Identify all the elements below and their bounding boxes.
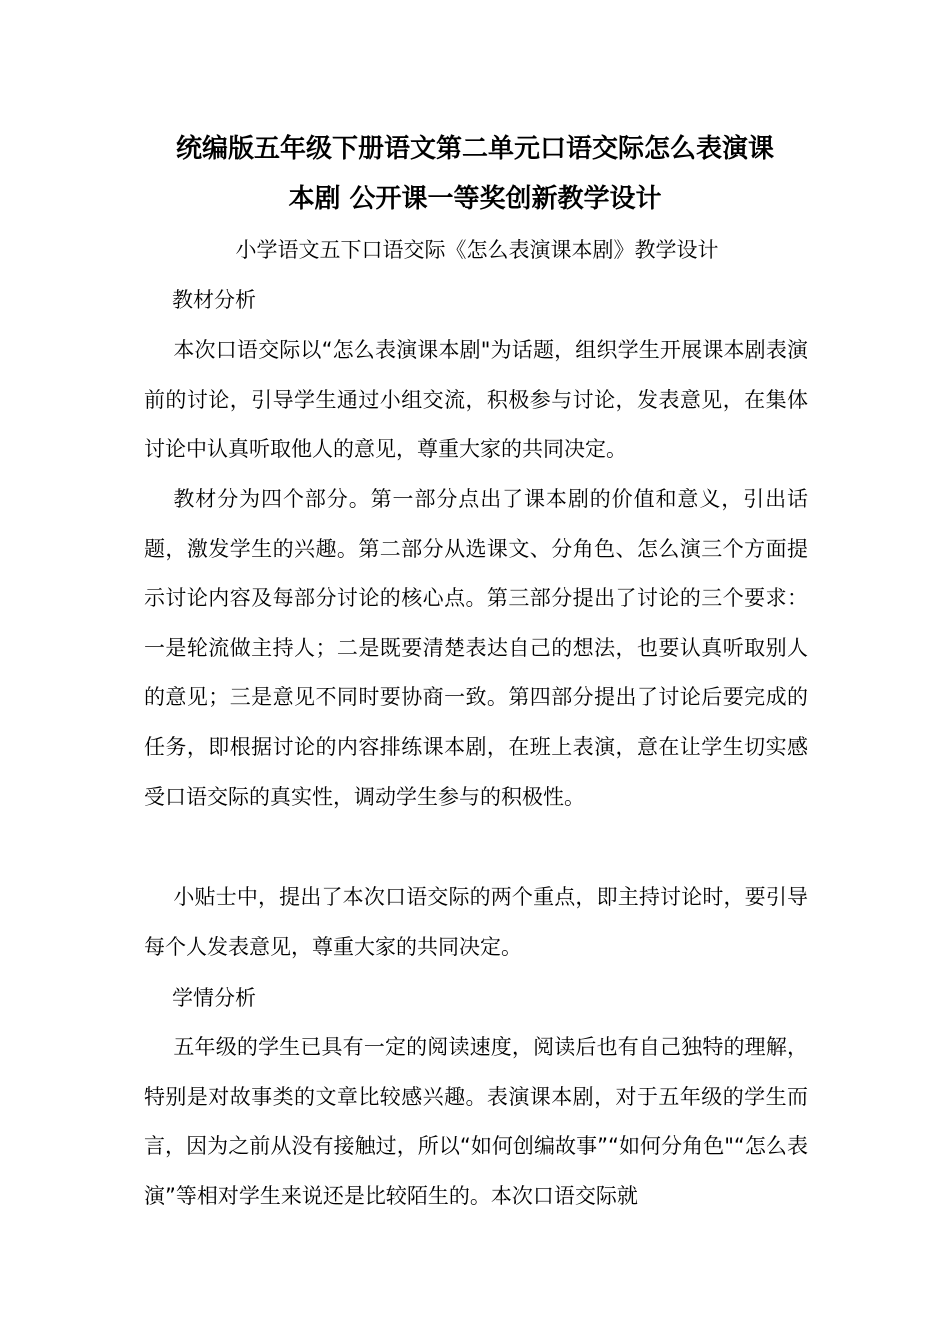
paragraph-learner-analysis: 五年级的学生已具有一定的阅读速度，阅读后也有自己独特的理解，特别是对故事类的文章比较感兴趣。表演课本剧，对于五年级的学生而言，因为之前从没有接触过，所以“如何创编故事”“如何分角色"“怎么表演”等相对学生来说还是比较陌生的。本次口语交际就 — [144, 1035, 808, 1208]
section-heading-textbook-analysis: 教材分析 — [172, 288, 256, 312]
paragraph-textbook-parts: 教材分为四个部分。第一部分点出了课本剧的价值和意义，引出话题，激发学生的兴趣。第二部分从选课文、分角色、怎么演三个方面提示讨论内容及每部分讨论的核心点。第三部分提出了讨论的三个要求：一是轮流做主持人；二是既要清楚表达自己的想法，也要认真听取别人的意见；三是意见不同时要协商一致。第四部分提出了讨论后要完成的任务，即根据讨论的内容排练课本剧，在班上表演，意在让学生切实感受口语交际的真实性，调动学生参与的积极性。 — [144, 487, 808, 809]
paragraph-textbook-intro: 本次口语交际以“怎么表演课本剧"为话题，组织学生开展课本剧表演前的讨论，引导学生通过小组交流，积极参与讨论，发表意见，在集体讨论中认真听取他人的意见，尊重大家的共同决定。 — [144, 338, 808, 462]
paragraph-textbook-tips: 小贴士中，提出了本次口语交际的两个重点，即主持讨论时，要引导每个人发表意见，尊重大家的共同决定。 — [144, 885, 808, 959]
document-title-line-1: 统编版五年级下册语文第二单元口语交际怎么表演课 — [175, 134, 774, 164]
document-title-line-2: 本剧 公开课一等奖创新教学设计 — [288, 184, 662, 214]
section-heading-learner-analysis: 学情分析 — [172, 986, 256, 1010]
document-subtitle: 小学语文五下口语交际《怎么表演课本剧》教学设计 — [235, 238, 719, 262]
